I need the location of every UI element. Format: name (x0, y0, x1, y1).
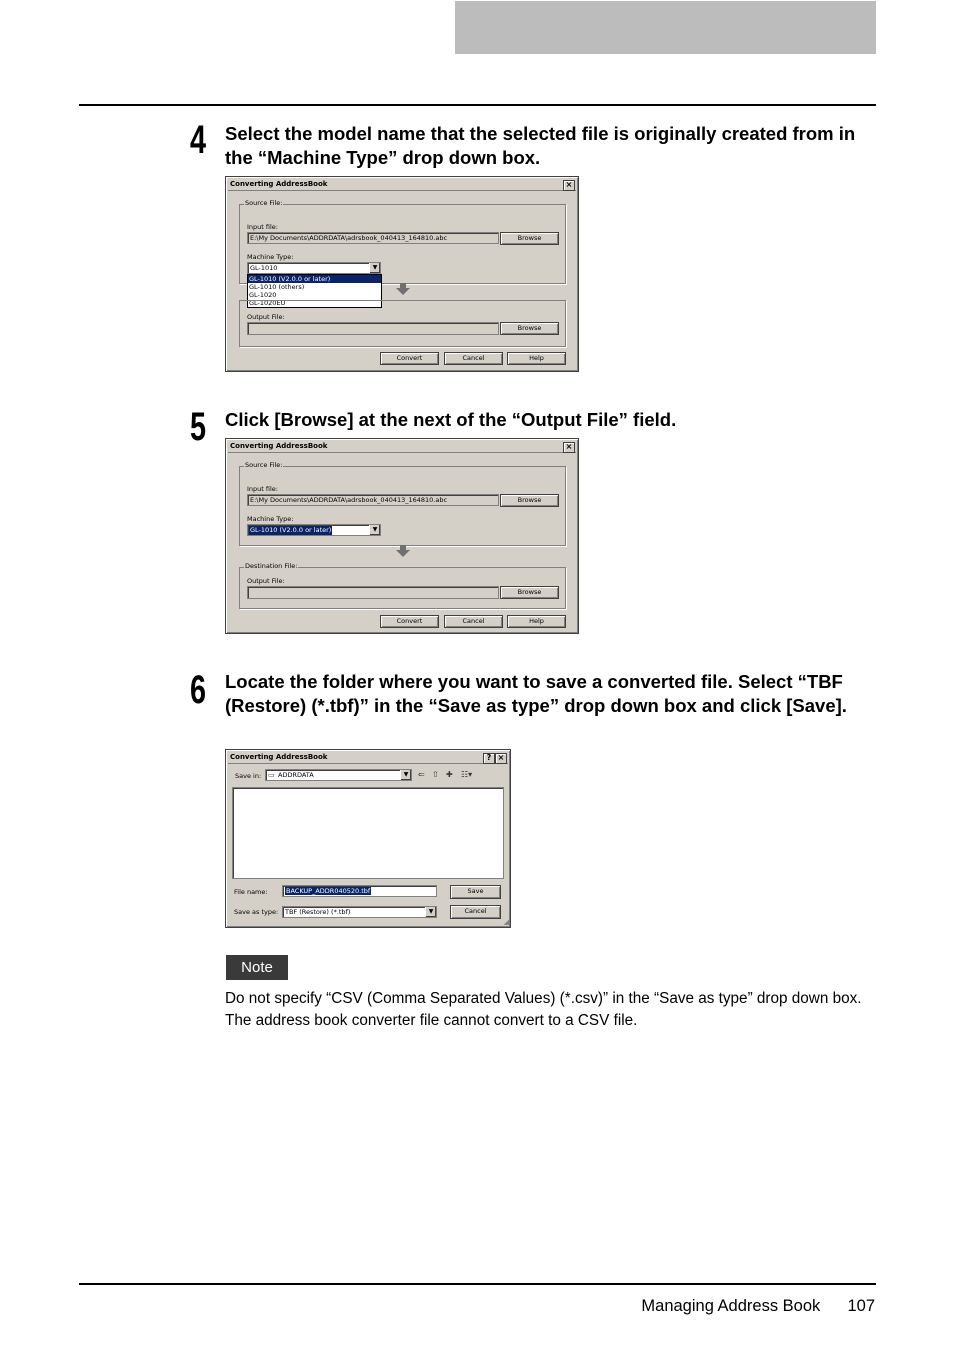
machine-type-select[interactable] (247, 524, 381, 536)
cancel-button[interactable]: Cancel (444, 615, 503, 628)
arrow-down-icon-head (396, 550, 410, 557)
dropdown-option[interactable]: GL-1020EU (249, 299, 286, 307)
step-instruction: Locate the folder where you want to save a converted file. Select “TBF (Restore) (*.tbf)” in the “Save as type” drop down box and click [Save]. (225, 671, 847, 716)
cancel-button[interactable]: Cancel (450, 905, 501, 919)
convert-button[interactable]: Convert (380, 352, 439, 365)
close-icon[interactable]: × (563, 180, 575, 191)
machine-type-select[interactable] (247, 262, 381, 274)
chevron-down-icon[interactable]: ▼ (400, 770, 411, 780)
footer-section-title: Managing Address Book (641, 1297, 821, 1315)
browse-button[interactable]: Browse (500, 232, 559, 245)
help-button[interactable]: Help (507, 615, 566, 628)
browse-output-button[interactable]: Browse (500, 322, 559, 335)
output-file-field[interactable] (247, 322, 499, 335)
input-file-field[interactable]: E:\My Documents\ADDRDATA\adrsbook_040413_164810.abc (247, 232, 499, 244)
dialog-titlebar (228, 179, 576, 191)
save-in-select[interactable] (265, 769, 412, 781)
new-folder-icon[interactable]: ✚ (446, 770, 453, 779)
help-icon[interactable]: ? (483, 753, 495, 764)
step-number: 5 (190, 405, 207, 449)
destination-file-group-label: Destination File: (245, 562, 298, 570)
file-name-value: BACKUP_ADDR040520.tbf (286, 887, 371, 895)
step-instruction: Click [Browse] at the next of the “Output File” field. (225, 409, 677, 430)
machine-type-value: GL-1010 (250, 264, 278, 272)
up-folder-icon[interactable]: ⇧ (432, 770, 439, 779)
page-footer (641, 1295, 875, 1317)
output-file-label: Output File: (247, 577, 285, 585)
file-name-label: File name: (234, 888, 268, 896)
step-number: 4 (190, 118, 207, 162)
close-icon[interactable]: × (495, 753, 507, 764)
save-in-value: ADDRDATA (278, 771, 314, 779)
help-button[interactable]: Help (507, 352, 566, 365)
chevron-down-icon[interactable]: ▼ (425, 907, 436, 917)
close-icon[interactable]: × (563, 442, 575, 453)
dialog-titlebar (228, 441, 576, 453)
dropdown-option[interactable]: GL-1010 (V2.0.0 or later) (248, 275, 381, 283)
save-as-dialog (225, 749, 511, 928)
footer-rule (79, 1283, 876, 1285)
save-as-type-label: Save as type: (234, 908, 279, 916)
dialog-title: Converting AddressBook (230, 753, 328, 761)
step-number: 6 (190, 668, 207, 712)
save-in-label: Save in: (235, 772, 262, 780)
note-text: Do not specify “CSV (Comma Separated Values) (*.csv)” in the “Save as type” drop down box. The address book converter file cannot convert to a CSV file. (225, 990, 862, 1029)
dropdown-option[interactable]: GL-1010 (others) (249, 283, 305, 291)
dropdown-option[interactable]: GL-1020 (249, 291, 277, 299)
save-as-type-value: TBF (Restore) (*.tbf) (285, 908, 351, 916)
source-file-group-label: Source File: (245, 461, 283, 469)
browse-output-button[interactable]: Browse (500, 586, 559, 599)
step-instruction: Select the model name that the selected file is originally created from in the “Machine Type” drop down box. (225, 123, 856, 168)
chevron-down-icon[interactable]: ▼ (369, 525, 380, 535)
header-banner (455, 1, 876, 54)
input-file-label: Input file: (247, 485, 278, 493)
dialog-title: Converting AddressBook (230, 180, 328, 188)
file-name-input[interactable] (282, 885, 437, 897)
dialog-title: Converting AddressBook (230, 442, 328, 450)
page-number: 107 (847, 1297, 875, 1315)
header-rule (79, 104, 876, 106)
converting-addressbook-dialog (225, 438, 579, 634)
dialog-titlebar (228, 752, 508, 764)
output-file-field[interactable] (247, 586, 499, 599)
machine-type-label: Machine Type: (247, 253, 294, 261)
note-badge: Note (226, 955, 288, 980)
output-file-label: Output File: (247, 313, 285, 321)
view-menu-icon[interactable]: ☷▾ (461, 770, 473, 779)
save-as-type-select[interactable] (282, 906, 437, 918)
input-file-field[interactable]: E:\My Documents\ADDRDATA\adrsbook_040413_164810.abc (247, 494, 499, 506)
folder-icon: ▭ (268, 771, 275, 779)
source-file-group-label: Source File: (245, 199, 283, 207)
machine-type-value: GL-1010 (V2.0.0 or later) (250, 526, 332, 534)
back-icon[interactable]: ⇐ (418, 770, 425, 779)
machine-type-label: Machine Type: (247, 515, 294, 523)
converting-addressbook-dialog (225, 176, 579, 372)
chevron-down-icon[interactable]: ▼ (369, 263, 380, 273)
resize-grip-icon[interactable]: ◢ (503, 918, 509, 926)
browse-button[interactable]: Browse (500, 494, 559, 507)
save-button[interactable]: Save (450, 885, 501, 899)
file-list-area[interactable] (232, 787, 504, 879)
convert-button[interactable]: Convert (380, 615, 439, 628)
arrow-down-icon-head (396, 288, 410, 295)
input-file-label: Input file: (247, 223, 278, 231)
cancel-button[interactable]: Cancel (444, 352, 503, 365)
